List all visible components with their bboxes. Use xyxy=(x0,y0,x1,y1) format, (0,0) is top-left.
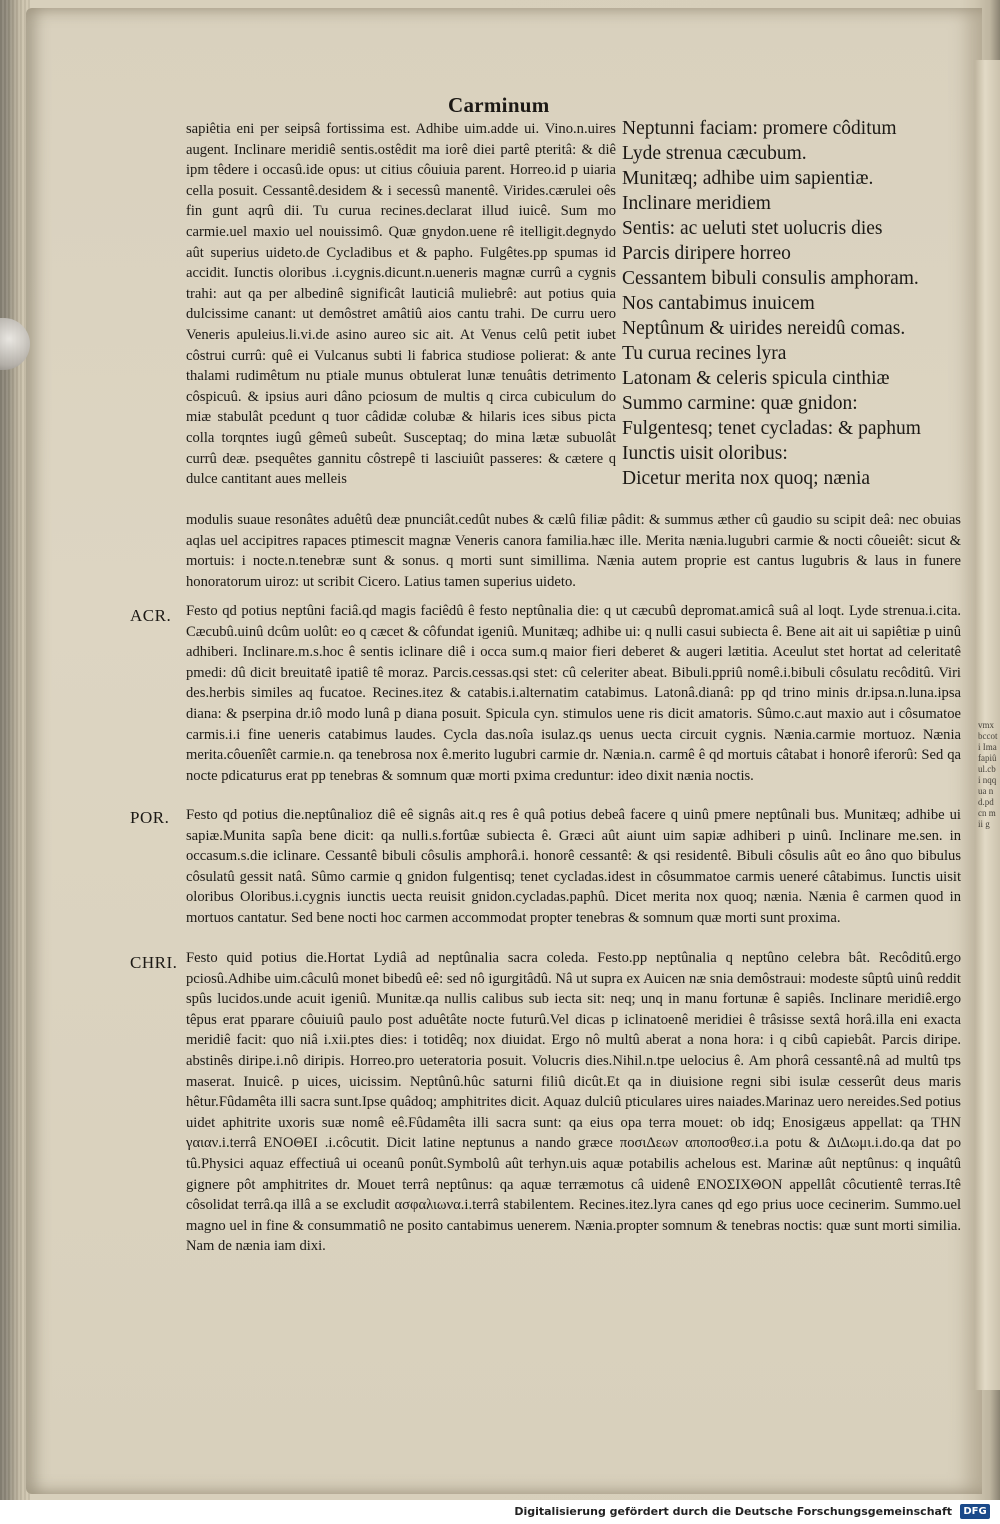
verse-line: Nos cantabimus inuicem xyxy=(622,293,815,314)
verse-line: Parcis diripere horreo xyxy=(622,243,791,264)
verse-line: Lyde strenua cæcubum. xyxy=(622,143,807,164)
commentary-section-acr: Festo qd potius neptûni faciâ.qd magis faciêdû ê festo neptûnalia die: q ut cæcubû depromat.amicâ suâ al loqt. Lyde strenua.i.cita. Cæcubû.uinû dcûm uolût: eo q cæcet & côfundat igeniû. Munitæq; adhibe ui: q nulli casui subiecta ê. Bene ait ait ui sapiêtiæ p uinû adhiberi. Inclinare.m.s.hoc ê sentis iclinare diê i occa sum.q maior fieri deberet & augeri lætitia. Aceulut stet hortat ad celeritatê pmedi: dû dicit breuitatê ipatiê tê moraz. Parcis.cessas.qsi stet: cû celeriter abeat. Bibuli.ppriû nomê.i.bibuli côsulatu recôditû. Viri des.herbis similes aq fucatoe. Recines.itez & catabis.i.alternatim catabimus. Latonâ.dianâ: pp qd trino minis dr.ipsa.n.luna.ipsa diana: & pserpina dr.iô modo lunâ p diana posuit. Spicula cyn. stimulos uene ris dicit amatoris. Sûmo.c.aut maxio aut i côsumatoe carmis.i.i fine ueneris catabimus laudes. Cycla das.noîa isulaz.qs uenus uecta circuit cygnis. Nænia.carmie mortuoz. Nænia merita.côuenîêt carmie.n. qa tenebrosa nox ê.merito lugubri carmie dr. Nænia.n. carmê ê qd mortuis câtabat i honorê iferorû: Sed qa nocte pdicaturus erat pp tenebras & somnum quæ morti pxima creduntur: ideo dixit nænia noctis. xyxy=(186,603,961,784)
verse-line: Munitæq; adhibe uim sapientiæ. xyxy=(622,168,874,189)
verse-line: Dicetur merita nox quoq; nænia xyxy=(622,468,871,489)
verse-line: Fulgentesq; tenet cycladas: & paphum xyxy=(622,418,921,439)
verse-line: Latonam & celeris spicula cinthiæ xyxy=(622,368,890,389)
commentary-section-por: Festo qd potius die.neptûnalioz diê eê signâs ait.q res ê quâ potius debeâ facere q uinû pmere neptûnali bus. Munitæq; adhibe ui sapiæ.Munita sapîa bene dicit: qa nulli.s.fortûæ subiecta ê. Græci aût aiunt uim sapiæ adhiberi p uinû. Inclinare me.sen. in occasum.s.die iclinare. Cessantê bibuli côsulis amphorâ.i. honorê cessantê: & qsi residentê. Bibuli côsulis aût eo âno quo bibulus côsulatû gessit natâ. Sûmo carmie q gnidon fulgentisq; tenet cycladas.idest in côsummatoe carmis ueneré câtabimus. Iunctis uisit oloribus Oloribus.i.cygnis iunctis uecta reuisit gnidon.cycladas.paphû. Dicet merita nox quoq; nænia. Nænia ê carmen quod in mortuos cantatur. Sed bene nocti hoc carmen accommodat propter tenebras & somnum quæ morti sunt proxima. xyxy=(186,807,961,926)
verse-line: Tu curua recines lyra xyxy=(622,343,787,364)
dfg-logo: DFG xyxy=(960,1504,990,1519)
commentary-section-chri: Festo quid potius die.Hortat Lydiâ ad neptûnalia sacra coleda. Festo.pp neptûnalia q neptûno celebra bât. Recôditû.ergo pciosû.Adhibe uim.câculû monet bibedû eê: sed nô igurgitâdû. Nâ ut supra ex Auicen næ snia demôstraui: modeste sûptû uinû reddit spûs lucidos.unde acuit igeniû. Munitæ.qa nullis calibus sub iecta sit: neq; unq in manu fortunæ ê sapiês. Inclinare meridiê.ergo têpus erat pparare côuiuiû paulo post aduêtâte nocte futurû.Vel dicas p iclinatoenê meridiei ê trâsisse sextâ horâ.illa eni exacta meridiê facit: quo niâ i.xii.ptes dies: i totidêq; nox diuidat. Ergo nô multû aberat a nona hora: i q cibû capiebât. Parcis diripe. abstinês diripe.i.nô diripis. Horreo.pro ueteratoria posuit. Volucris dies.Nihil.n.tpe uelocius ê. Am phorâ cessantê.nâ ad multû tps maserat. Inuicê. p uices, uicissim. Neptûnû.hûc saturni filiû dicût.Et qa in diuisione regni sibi isulæ cesserût deus maris hêtur.Fûdamêta illi sacra sunt.Ipse quâdoq; amphitrites dicit. Aquaz dulciû pticulares uires naiades.Marinaz uero nereides.Sed potius uidet aphitrite uxoris suæ nomê eê.Fûdamêta illi sacra sunt: qa eius opa terra mouet: ob idq; Enosigæus appellat: qa ΤΗΝ γαιαν.i.terrâ ΕΝΟΘΕΙ .i.côcutit. Dicit latine neptunus a nando græce ποσιΔεων αποποσθεσ.i.a potu & ΔιΔωμι.i.do.qa dat po tû.Physici aquaz effectiuâ ui oceanû ponût.Symbolû aût terhyn.uis aquæ potabilis achelous est. Marinæ aût neptûnus: q inquâtû gignere pôt amphitrites dr. Mouet terrâ neptûnus: qa aquæ terræmotus câ uidenê ΕΝΟΣΙΧΘΟΝ appellât côcutientê terras.Itê côsolidat terrâ.qa illâ a se excludit ασφαλιωνα.i.terrâ stabilentem. Recines.itez.lyra canes qd ego prius uoce cecinerim. Summo.uel magno uel in fine & consummatiô ne posito cantabimus uenerem. Nænia.propter somnum & tenebras noctis: quæ sunt morti similia. Nam de nænia iam dixi. xyxy=(186,950,961,1255)
commentary-continuation: modulis suaue resonâtes aduêtû deæ pnunciât.cedût nubes & cælû filiæ pâdit: & summus æther cû gaudio su scipit deâ: nec obuias aqlas uel accipitres rapaces ptimescit magnæ Veneris canora familia.hæc ille. Merita nænia.lugubri carmie & nocti côueiêt: sicut & mortuis: i nocte.n.tenebræ sunt & sonus. q morti sunt simillima. Nænia autem proprie est cantus lugubris & laus in funere honoratorum uiroz: ut scribit Cicero. Latius tamen superius uideto. xyxy=(186,512,961,590)
speaker-label-chri: CHRI. xyxy=(130,953,178,972)
commentary-top: sapiêtia eni per seipsâ fortissima est. Adhibe uim.adde ui. Vino.n.uires augent. Inclinare meridiê sentis.ostêdit ma iorê diei partê pteritâ: & diê ipm têdere i occasû.ide opus: ut citius côuiuia parent. Horreo.id p uiaria cella posuit. Cessantê.desidem & i secessû manentê. Virides.cærulei oês fin gunt aqrû dii. Tu curua recines.declarat illud iuicê. Sum mo carmie.uel maxio uel nouissimô. Quæ gnydon.uene rê itelligit.degnydo aût superius uideto.de Cycladibus et & papho. Fulgêtes.pp spumas id accidit. Iunctis oloribus .i.cygnis.dicunt.n.ueneris magnæ currû a cygnis trahi: aut qa per albedinê significât lauticiâ muliebrê: aut potius quia dulcissime canant: ut demôstret amâtiû aios cantu trahi. De curru uero Veneris apuleius.li.vi.de asino aureo sic ait. At Venus celû petit iubet côstrui currû: quê ei Vulcanus subti li fabrica studiose polierat: & ante thalami rudimêtum nu ptiale munus obtulerat lunæ tenuâtis detrimento côspicuû. & ipsius auri dâno pciosum de multis q circa cubiculum do miæ stabulât pcedunt q tuor câdidæ colubæ & hilaris ices sibus picta colla torqntes iugû gêmeû subeût. Susceptaq; do mina lætæ subuolât currû deæ. psequêtes gannitu côstrepê ti lasciuiût passeres: & cætere q dulce cantitant aues melleis xyxy=(186,121,616,488)
speaker-label-por: POR. xyxy=(130,808,170,827)
verse-line: Cessantem bibuli consulis amphoram. xyxy=(622,268,919,289)
verse-line: Sentis: ac ueluti stet uolucris dies xyxy=(622,218,883,239)
footer-bar xyxy=(0,1500,1000,1524)
verse-line: Iunctis uisit oloribus: xyxy=(622,443,788,464)
facing-page-text: vmx bccoti Ima fapiû ul.cbi nqqua nd.pd cn mii g xyxy=(978,720,998,829)
verse-line: Summo carmine: quæ gnidon: xyxy=(622,393,858,414)
funding-credit: Digitalisierung gefördert durch die Deutsche Forschungsgemeinschaft xyxy=(514,1505,952,1518)
verse-line: Neptûnum & uirides nereidû comas. xyxy=(622,318,906,339)
running-header: Carminum xyxy=(448,93,550,117)
speaker-label-acr: ACR. xyxy=(130,606,172,625)
verse-line: Inclinare meridiem xyxy=(622,193,771,214)
verse-line: Neptunni faciam: promere côditum xyxy=(622,118,897,139)
verse-column xyxy=(622,116,962,491)
